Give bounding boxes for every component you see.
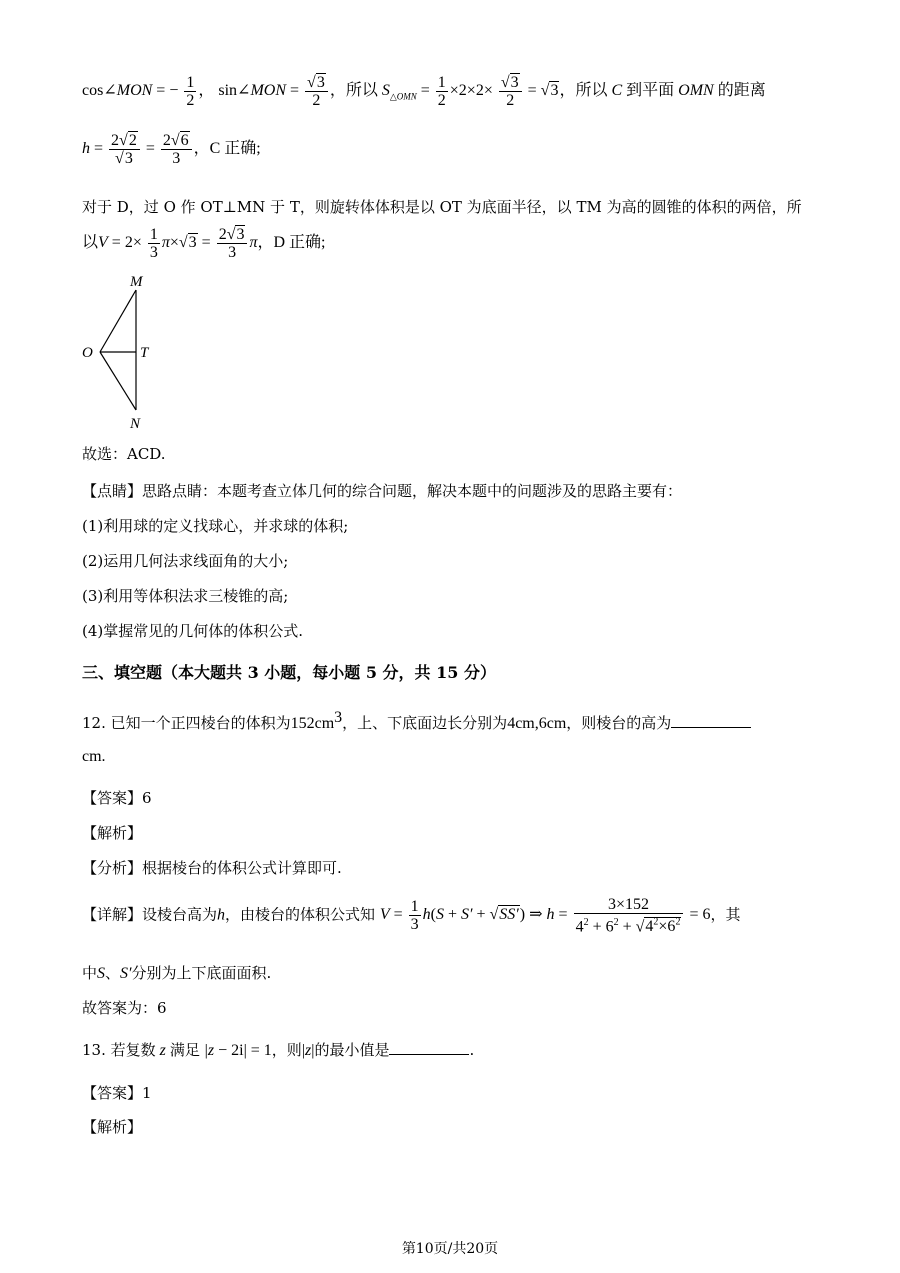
jiexi-12: 【解析】: [82, 824, 143, 842]
dianjing-line: 【点睛】思路点睛：本题考查立体几何的综合问题，解决本题中的问题涉及的思路主要有：: [82, 482, 683, 500]
xiangjie-line: 【详解】设棱台高为h，由棱台的体积公式知 V = $\frac{1}{3}$ h(S + S′ + √SS′) ⇒ h = $\frac{3\times 152}{4^2 + 6^2 + √4^2\times 6^2}$ = 6，其: [82, 896, 741, 936]
line-option-d: 对于 D，过 O 作 OT⊥MN 于 T，则旋转体体积是以 OT 为底面半径，以 TM 为高的圆锥的体积的两倍，所: [82, 198, 802, 216]
page-footer: 第10页/共20页: [401, 1241, 499, 1257]
edge-om: [100, 290, 136, 352]
line-height-h: h = $\frac{2√2}{√3}$ = $\frac{2√6}{3}$ ，C 正确;: [82, 132, 261, 167]
answer-13: 【答案】1: [82, 1084, 152, 1102]
label-m: M: [130, 274, 143, 290]
point-4: (4)掌握常见的几何体的体积公式.: [82, 622, 304, 640]
line-cos-sin: cos∠MON = − $\frac{1}{2}$ ， sin∠MON = $\frac{√3}{2}$ ，所以 $S_{\triangle OMN}$ = $\frac{1}{2}$ ×2×2× $\frac{√3}{2}$ = √3，所以 C 到平面 OMN 的距离: [82, 74, 766, 109]
label-t: T: [140, 345, 149, 361]
point-3: (3)利用等体积法求三棱锥的高;: [82, 587, 289, 605]
xiangjie-line-2: 中S、S′分别为上下底面面积.: [82, 964, 272, 982]
answer-12: 【答案】6: [82, 789, 152, 807]
answer-blank-12: [671, 713, 751, 728]
point-2: (2)运用几何法求线面角的大小;: [82, 552, 289, 570]
point-1: (1)利用球的定义找球心，并求球的体积;: [82, 517, 349, 535]
triangle-diagram: [76, 272, 196, 432]
edge-on: [100, 352, 136, 410]
label-o: O: [82, 345, 93, 361]
choice-line: 故选：ACD.: [82, 445, 166, 463]
jiexi-13: 【解析】: [82, 1118, 143, 1136]
question-12: 12. 已知一个正四棱台的体积为$152cm^3$，上、下底面边长分别为4cm,6cm，则棱台的高为: [82, 709, 751, 733]
label-n: N: [130, 416, 141, 432]
fenxi-12: 【分析】根据棱台的体积公式计算即可.: [82, 859, 342, 877]
question-13: 13. 若复数 z 满足 |z − 2i| = 1，则|z|的最小值是 .: [82, 1041, 475, 1059]
question-12-unit: cm.: [82, 748, 106, 765]
section-heading: 三、填空题（本大题共 3 小题，每小题 5 分，共 15 分）: [82, 663, 496, 682]
answer-blank-13: [389, 1040, 469, 1055]
answer-summary-12: 故答案为：6: [82, 999, 167, 1017]
line-volume: 以V = 2× $\frac{1}{3}$ π×√3 = $\frac{2√3}{3}$ π，D 正确;: [82, 226, 326, 261]
